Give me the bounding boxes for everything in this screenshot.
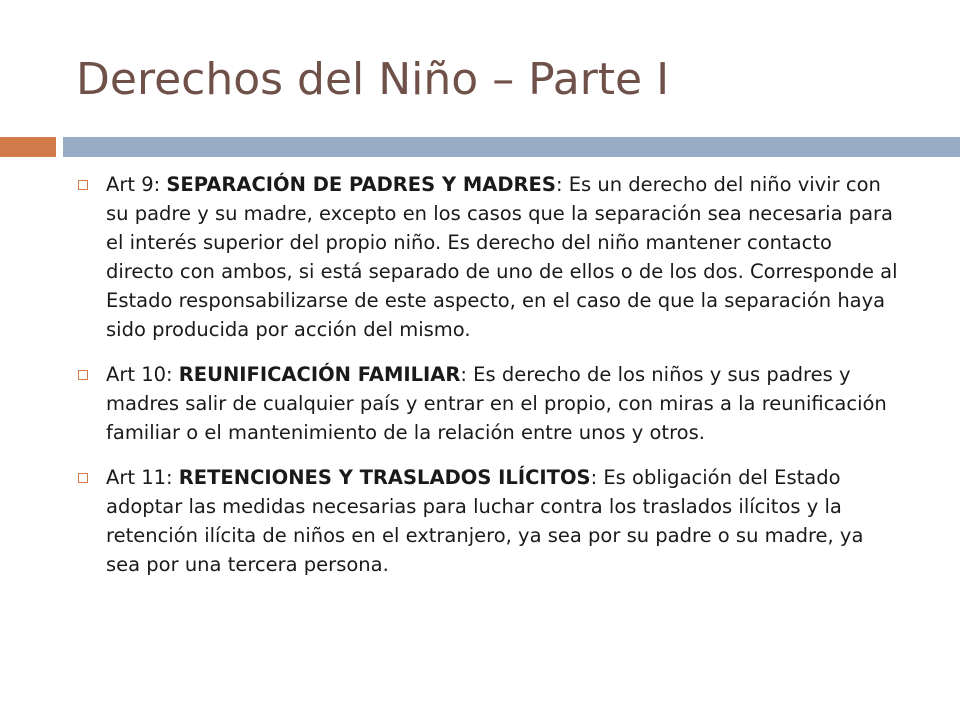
article-term: REUNIFICACIÓN FAMILIAR <box>178 363 461 386</box>
slide-title: Derechos del Niño – Parte I <box>76 54 670 105</box>
article-term: RETENCIONES Y TRASLADOS ILÍCITOS <box>178 466 591 489</box>
title-divider-bar <box>63 137 960 157</box>
hollow-square-bullet-icon <box>78 473 88 483</box>
article-item-9 <box>78 170 898 344</box>
title-accent-bar <box>0 137 56 157</box>
article-prefix: Art 9: <box>106 173 167 196</box>
article-item-10 <box>78 360 898 447</box>
article-prefix: Art 10: <box>106 363 179 386</box>
article-text: : Es obligación del Estado adoptar las medidas necesarias para luchar contra los traslados ilícitos y la retención ilícita de niños en el extranjero, ya sea por su padre o su madre, ya sea por una tercera persona. <box>106 466 864 576</box>
article-item-11 <box>78 463 898 579</box>
hollow-square-bullet-icon <box>78 180 88 190</box>
article-text: : Es derecho de los niños y sus padres y madres salir de cualquier país y entrar en el propio, con miras a la reunificación familiar o el mantenimiento de la relación entre unos y otros. <box>106 363 887 444</box>
article-text: : Es un derecho del niño vivir con su padre y su madre, excepto en los casos que la separación sea necesaria para el interés superior del propio niño. Es derecho del niño mantener contacto directo con ambos, si está separado de uno de ellos o de los dos. Corresponde al Estado responsabilizarse de este aspecto, en el caso de que la separación haya sido producida por acción del mismo. <box>106 173 898 341</box>
hollow-square-bullet-icon <box>78 370 88 380</box>
article-prefix: Art 11: <box>106 466 179 489</box>
article-list <box>78 170 898 595</box>
article-term: SEPARACIÓN DE PADRES Y MADRES <box>166 173 556 196</box>
